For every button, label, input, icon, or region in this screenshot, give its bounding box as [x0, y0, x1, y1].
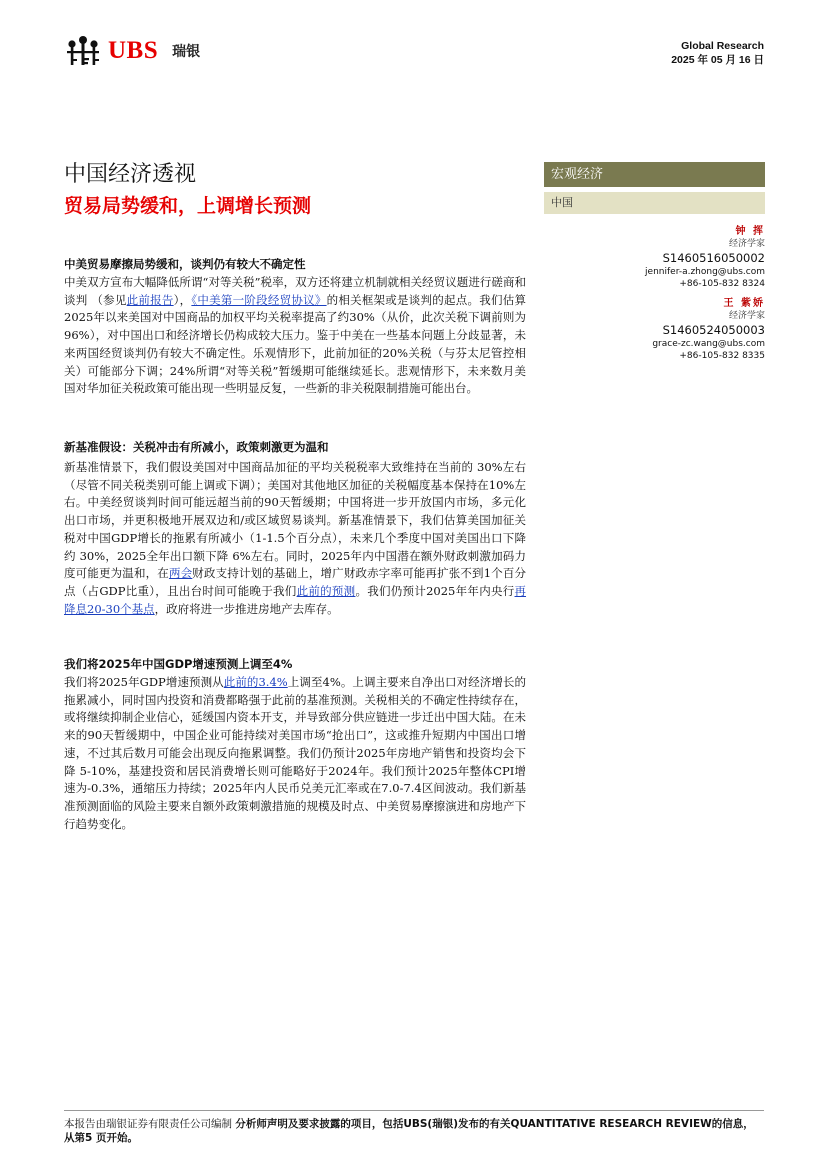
body-text: 上调至4%。上调主要来自净出口对经济增长的拖累减小，同时国内投资和消费都略强于此前的基准预测。关税相关的不确定性持续存在，或将继续抑制企业信心，延缓国内资本开支，并导致部分供应链进一步迁出中国大陆。在未来的90天暂缓期中，中国企业可能持续对美国市场“抢出口”，这或推升短期内中国出口增速，不过其后数月可能会出现反向拖累调整。我们仍预计2025年房地产销售和投资均会下降 5-10%，基建投资和居民消费增长则可能略好于2024年。我们预计2025年整体CPI增速为-0.3%，通缩压力持续；2025年内人民币兑美元汇率或在7.0-7.4区间波动。我们新基准预测面临的风险主要来自额外政策刺激措施的规模及时点、中美贸易摩擦演进和房地产下行趋势变化。	[64, 675, 526, 831]
brand-name-cn: 瑞银	[172, 44, 201, 60]
header-meta	[671, 39, 764, 67]
analyst-id: S1460524050003	[662, 323, 765, 337]
report-date: 2025 年 05 月 16 日	[671, 54, 764, 66]
ubs-logo	[64, 34, 200, 68]
analyst-title: 经济学家	[728, 311, 765, 321]
report-link[interactable]: 再降息20-30个基点	[64, 583, 527, 616]
report-title: 中国经济透视	[64, 162, 197, 187]
analyst-email[interactable]: grace-zc.wang@ubs.com	[652, 339, 765, 349]
report-link[interactable]: 此前的3.4%	[223, 675, 288, 689]
analyst-name: 王 紫娇	[723, 298, 765, 309]
body-text: 。我们仍预计2025年年内央行	[355, 583, 515, 598]
footer-disclaimer	[64, 1117, 764, 1145]
body-text: 中美双方宣布大幅降低所谓“对等关税”税率，双方还将建立机制就相关经贸议题进行磋商和谈判 （参见	[64, 275, 526, 307]
section-body	[64, 459, 526, 618]
body-text: 财政支持计划的基础上，增广财政赤字率可能再扩张不到1个百分点（占GDP比重），且出台时间可能晚于我们	[64, 566, 527, 598]
brand-name: UBS	[108, 37, 159, 64]
analyst-card	[652, 297, 765, 362]
report-subtitle: 贸易局势缓和，上调增长预测	[64, 195, 312, 217]
section-heading: 中美贸易摩擦局势缓和，谈判仍有较大不确定性	[64, 257, 306, 271]
report-link[interactable]: 《中美第一阶段经贸协议》	[191, 292, 327, 307]
report-link[interactable]: 此前报告	[126, 292, 174, 307]
analyst-email[interactable]: jennifer-a.zhong@ubs.com	[645, 267, 765, 277]
report-link[interactable]: 此前的预测	[296, 583, 356, 598]
analyst-card	[645, 225, 765, 290]
section-body	[64, 674, 526, 833]
footer-text-2: 分析师声明及要求披露的项目，包括UBS(瑞银)发布的有关QUANTITATIVE RESEARCH REVIEW的信息，从第5 页开始。	[64, 1118, 754, 1144]
analyst-id: S1460516050002	[662, 251, 765, 265]
category-bar: 宏观经济	[544, 162, 765, 187]
body-text: ，政府将进一步推进房地产去库存。	[154, 601, 339, 616]
research-label: Global Research	[681, 40, 764, 52]
section-heading: 我们将2025年中国GDP增速预测上调至4%	[64, 657, 293, 671]
footer-divider	[64, 1110, 764, 1111]
footer-text-1: 本报告由瑞银证券有限责任公司编制	[64, 1118, 232, 1130]
report-link[interactable]: 两会	[168, 566, 193, 581]
body-text: 新基准情景下，我们假设美国对中国商品加征的平均关税税率大致维持在当前的 30%左右（尽管不同关税类别可能上调或下调）；美国对其他地区加征的关税幅度基本保持在10%左右。中美经贸谈判时间可能远超当前的90天暂缓期；中国将进一步开放国内市场，多元化出口市场，并更积极地开展双边和/或区域贸易谈判。新基准情景下，我们估算美国加征关税对中国GDP增长的拖累有所减小（1-1.5个百分点），未来几个季度中国对美国出口下降约 30%，2025全年出口额下降 6%左右。同时，2025年内中国潜在额外财政刺激加码力度可能更为温和，在	[64, 460, 526, 581]
analyst-title: 经济学家	[728, 239, 765, 249]
keys-icon	[64, 34, 102, 68]
body-text: 我们将2025年GDP增速预测从	[64, 675, 224, 689]
section-heading: 新基准假设：关税冲击有所减小，政策刺激更为温和	[64, 440, 329, 454]
section-body	[64, 274, 526, 398]
body-text: 的相关框架或是谈判的起点。我们估算2025年以来美国对中国商品的加权平均关税率提高了约30%（从价，此次关税下调前则为96%），对中国出口和经济增长仍构成较大压力。鉴于中美在一些基本问题上分歧显著，未来两国经贸谈判仍有较大不确定性。乐观情形下，此前加征的20%关税（与芬太尼管控相关）可能部分下调；24%所谓“对等关税”暂缓期可能继续延长。悲观情形下，未来数月美国对华加征关税政策可能出现一些明显反复，一些新的非关税限制措施可能出台。	[64, 292, 527, 396]
body-text: ），	[173, 292, 192, 307]
analyst-phone: +86-105-832 8324	[679, 279, 765, 289]
analyst-name: 钟 挥	[735, 226, 765, 237]
region-bar: 中国	[544, 192, 765, 214]
analyst-phone: +86-105-832 8335	[679, 351, 765, 361]
